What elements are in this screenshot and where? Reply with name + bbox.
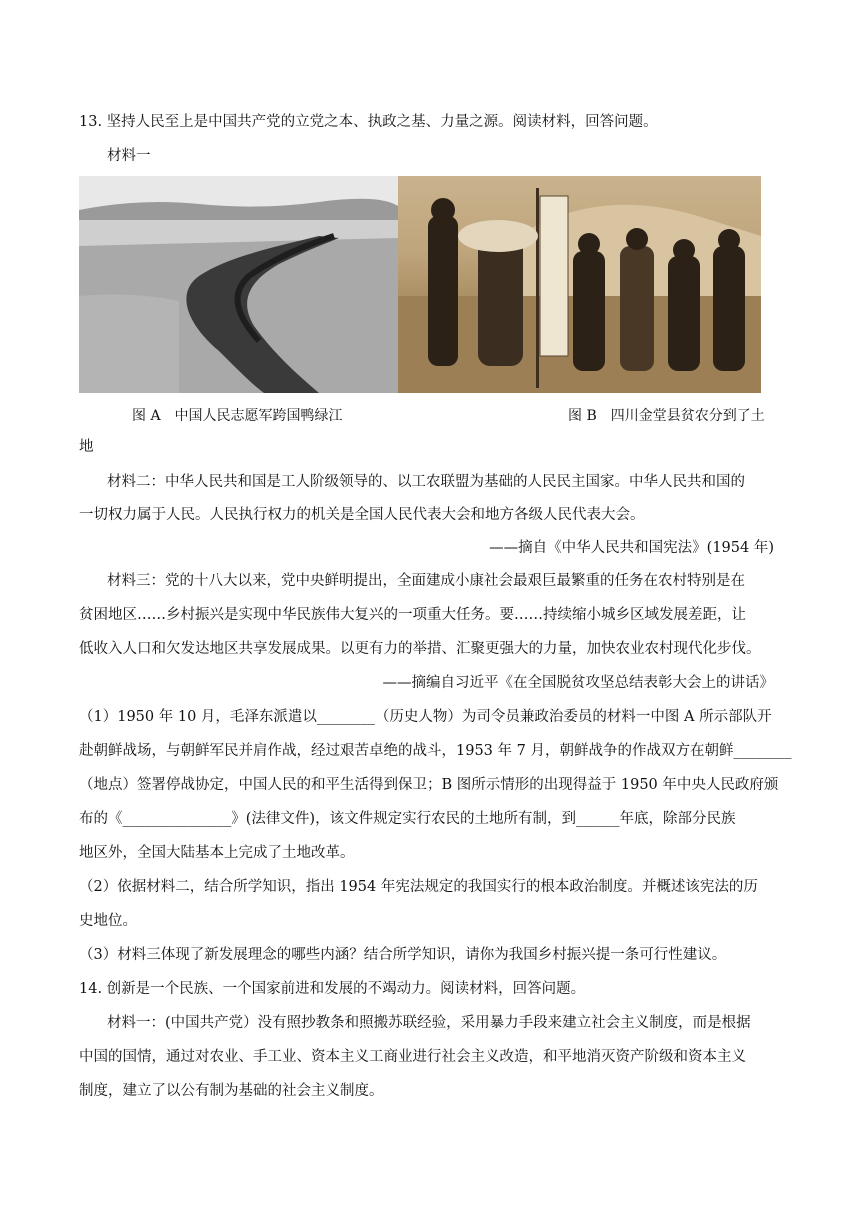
material-2-line-2: 一切权力属于人民。人民执行权力的机关是全国人民代表大会和地方各级人民代表大会。 [79,507,645,523]
question-13-stem: 13. 坚持人民至上是中国共产党的立党之本、执政之基、力量之源。阅读材料，回答问题。 [79,114,658,130]
part-1-line-3: （地点）签署停战协定，中国人民的和平生活得到保卫；B 图所示情形的出现得益于 1950 年中央人民政府颁 [79,777,779,793]
material-3-source: ——摘编自习近平《在全国脱贫攻坚总结表彰大会上的讲话》 [382,675,774,691]
figure-b-caption-continued: 地 [79,439,94,455]
part-1-line-5: 地区外，全国大陆基本上完成了土地改革。 [79,845,355,861]
q14-material-1-line-2: 中国的国情，通过对农业、手工业、资本主义工商业进行社会主义改造，和平地消灭资产阶级和资本主义 [79,1049,746,1065]
figure-a-caption: 图 A 中国人民志愿军跨国鸭绿江 [132,408,343,424]
material-3-line-3: 低收入人口和欠发达地区共享发展成果。以更有力的举措、汇聚更强大的力量，加快农业农村现代化步伐。 [79,641,761,657]
figure-b-caption: 图 B 四川金堂县贫农分到了土 [568,408,765,424]
material-1-label: 材料一 [107,148,151,164]
part-1-line-1: （1）1950 年 10 月，毛泽东派遣以________（历史人物）为司令员兼政治委员的材料一中图 A 所示部队开 [79,709,772,725]
material-3-line-1: 材料三：党的十八大以来，党中央鲜明提出，全面建成小康社会最艰巨最繁重的任务在农村特别是在 [107,573,745,589]
photo-a-volunteers-crossing-yalu [79,176,398,393]
q14-material-1-line-1: 材料一：(中国共产党）没有照抄教条和照搬苏联经验，采用暴力手段来建立社会主义制度，而是根据 [107,1015,751,1031]
part-2-line-1: （2）依据材料二，结合所学知识，指出 1954 年宪法规定的我国实行的根本政治制度。并概述该宪法的历 [79,879,758,895]
part-1-line-4: 布的《_______________》(法律文件)，该文件规定实行农民的土地所有制，到______年底，除部分民族 [79,811,736,827]
photo-b-peasants-receive-land [398,176,761,393]
material-2-source: ——摘自《中华人民共和国宪法》(1954 年) [489,540,774,556]
part-2-line-2: 史地位。 [79,913,137,929]
part-3-line-1: （3）材料三体现了新发展理念的哪些内涵？结合所学知识，请你为我国乡村振兴提一条可行性建议。 [79,947,727,963]
material-2-line-1: 材料二：中华人民共和国是工人阶级领导的、以工农联盟为基础的人民民主国家。中华人民共和国的 [107,474,745,490]
material-3-line-2: 贫困地区……乡村振兴是实现中华民族伟大复兴的一项重大任务。要……持续缩小城乡区域发展差距，让 [79,607,746,623]
question-14-stem: 14. 创新是一个民族、一个国家前进和发展的不竭动力。阅读材料，回答问题。 [79,981,586,997]
q14-material-1-line-3: 制度，建立了以公有制为基础的社会主义制度。 [79,1083,384,1099]
part-1-line-2: 赴朝鲜战场，与朝鲜军民并肩作战，经过艰苦卓绝的战斗，1953 年 7 月，朝鲜战争的作战双方在朝鲜________ [79,743,792,759]
